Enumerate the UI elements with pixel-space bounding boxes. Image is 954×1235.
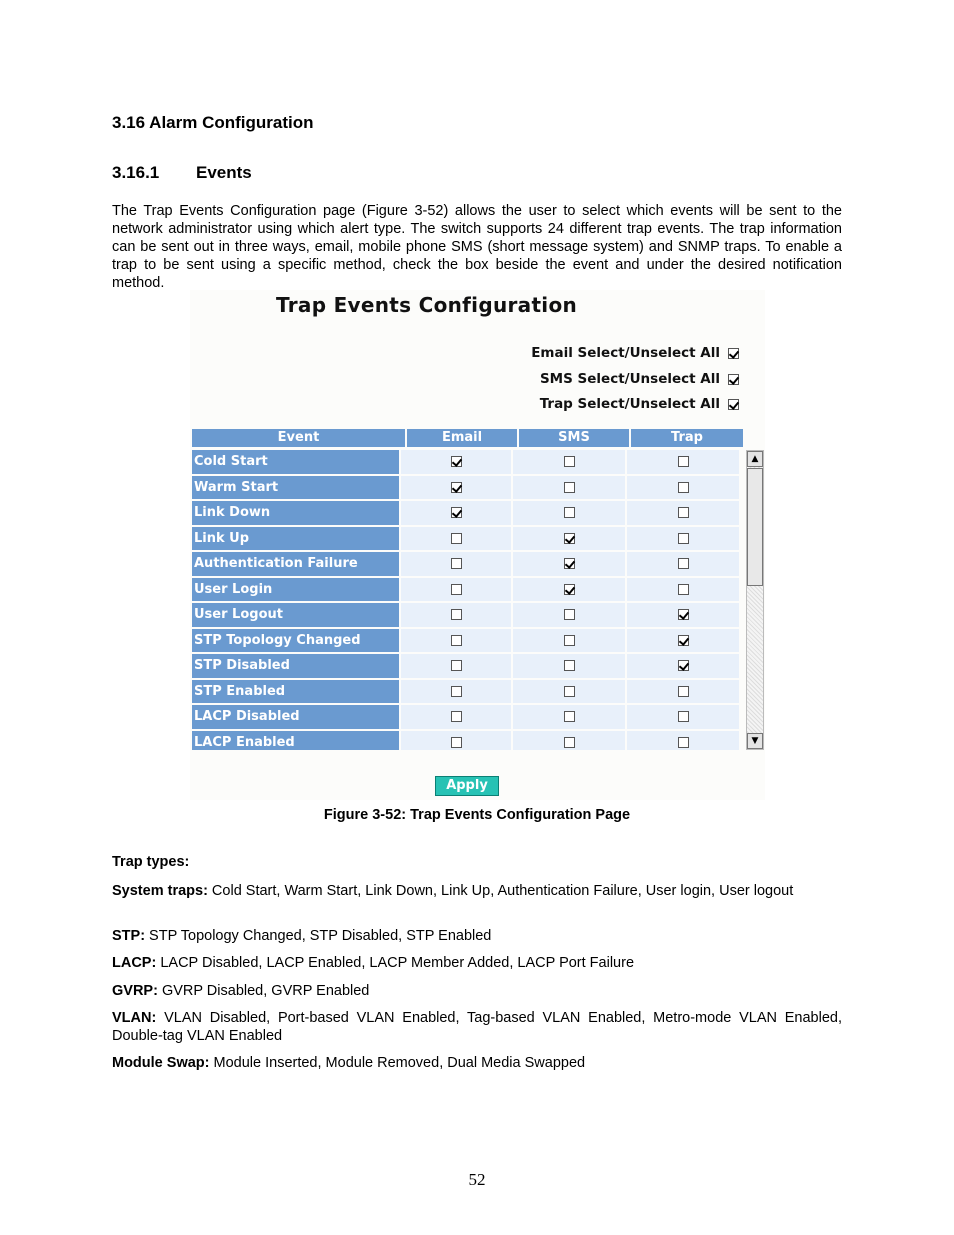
trap-type-text: Cold Start, Warm Start, Link Down, Link Up, Authentication Failure, User login, User logout [207,883,794,899]
subsection-title: Events [196,163,252,182]
email-checkbox[interactable] [451,635,462,646]
trap-cell [627,680,739,704]
sms-checkbox[interactable] [564,609,575,620]
sms-checkbox[interactable] [564,660,575,671]
table-row [192,527,743,551]
table-row [192,680,743,704]
trap-select-all-checkbox[interactable] [728,399,739,410]
trap-select-all-label: Trap Select/Unselect All [539,396,720,412]
sms-checkbox[interactable] [564,635,575,646]
trap-checkbox[interactable] [678,533,689,544]
trap-type-label: VLAN: [112,1010,157,1026]
email-cell [401,629,511,653]
email-cell [401,501,511,525]
trap-select-all [540,396,739,412]
trap-checkbox[interactable] [678,482,689,493]
section-heading: 3.16 Alarm Configuration [112,113,314,132]
apply-button[interactable]: Apply [435,776,499,796]
intro-paragraph: The Trap Events Configuration page (Figure 3-52) allows the user to select which events will be sent to the network administrator using which alert type. The switch supports 24 different trap events. The trap information can be sent out in three ways, email, mobile phone SMS (short message system) and SNMP traps. To enable a trap to be sent using a specific method, check the box beside the event and under the desired notification method. [112,203,842,291]
events-table-body [192,450,743,750]
email-checkbox[interactable] [451,686,462,697]
table-row [192,578,743,602]
trap-types-heading: Trap types: [112,854,190,870]
trap-checkbox[interactable] [678,456,689,467]
trap-type-text: STP Topology Changed, STP Disabled, STP Enabled [145,928,492,944]
sms-checkbox[interactable] [564,711,575,722]
trap-type-system [112,882,842,900]
trap-cell [627,552,739,576]
sms-select-all-label: SMS Select/Unselect All [539,371,720,387]
trap-checkbox[interactable] [678,507,689,518]
table-row [192,476,743,500]
sms-cell [513,603,625,627]
trap-type-module-swap [112,1054,842,1072]
event-name: LACP Disabled [192,705,399,729]
trap-type-lacp [112,954,842,972]
col-event: Event [192,429,405,447]
event-name: STP Topology Changed [192,629,399,653]
email-checkbox[interactable] [451,660,462,671]
sms-cell [513,680,625,704]
email-cell [401,603,511,627]
event-name: STP Disabled [192,654,399,678]
trap-checkbox[interactable] [678,635,689,646]
table-row [192,603,743,627]
trap-type-label: Module Swap: [112,1055,210,1071]
trap-checkbox[interactable] [678,584,689,595]
table-row [192,450,743,474]
scroll-thumb[interactable] [747,468,763,586]
trap-type-vlan [112,1009,842,1045]
table-row [192,501,743,525]
table-row [192,731,743,751]
trap-type-gvrp [112,982,842,1000]
trap-cell [627,476,739,500]
event-name: User Logout [192,603,399,627]
trap-type-label: STP: [112,928,146,944]
trap-type-text: GVRP Disabled, GVRP Enabled [157,983,370,999]
trap-checkbox[interactable] [678,558,689,569]
email-checkbox[interactable] [451,482,462,493]
sms-cell [513,501,625,525]
email-checkbox[interactable] [451,507,462,518]
trap-checkbox[interactable] [678,660,689,671]
subsection-number: 3.16.1 [112,163,160,182]
trap-type-label: LACP: [112,955,157,971]
event-name: Cold Start [192,450,399,474]
email-cell [401,527,511,551]
sms-checkbox[interactable] [564,584,575,595]
email-checkbox[interactable] [451,609,462,620]
sms-cell [513,731,625,751]
figure-caption: Figure 3-52: Trap Events Configuration Page [323,807,631,823]
trap-cell [627,731,739,751]
event-name: Link Up [192,527,399,551]
trap-cell [627,629,739,653]
trap-checkbox[interactable] [678,609,689,620]
sms-cell [513,527,625,551]
email-cell [401,476,511,500]
email-cell [401,450,511,474]
email-checkbox[interactable] [451,533,462,544]
figure-title: Trap Events Configuration [276,293,578,317]
email-cell [401,654,511,678]
trap-checkbox[interactable] [678,737,689,748]
table-row [192,705,743,729]
event-name: LACP Enabled [192,731,399,751]
table-row [192,629,743,653]
table-row [192,552,743,576]
event-name: Link Down [192,501,399,525]
trap-type-text: Module Inserted, Module Removed, Dual Media Swapped [209,1055,586,1071]
sms-select-all [540,371,739,387]
subsection-heading [112,163,252,183]
email-checkbox[interactable] [451,456,462,467]
email-select-all [531,345,739,361]
trap-cell [627,450,739,474]
trap-checkbox[interactable] [678,686,689,697]
sms-cell [513,629,625,653]
email-cell [401,680,511,704]
sms-cell [513,552,625,576]
email-checkbox[interactable] [451,558,462,569]
sms-checkbox[interactable] [564,558,575,569]
trap-type-stp [112,927,842,945]
email-select-all-label: Email Select/Unselect All [531,345,720,361]
email-select-all-checkbox[interactable] [728,348,739,359]
email-checkbox[interactable] [451,584,462,595]
col-sms: SMS [519,429,629,447]
trap-type-text: VLAN Disabled, Port-based VLAN Enabled, Tag-based VLAN Enabled, Metro-mode VLAN Enabled, Double-tag VLAN Enabled [112,1010,842,1044]
table-scrollbar[interactable] [746,450,764,750]
event-name: User Login [192,578,399,602]
trap-checkbox[interactable] [678,711,689,722]
trap-cell [627,501,739,525]
email-cell [401,731,511,751]
sms-select-all-checkbox[interactable] [728,374,739,385]
trap-cell [627,654,739,678]
scroll-down-icon[interactable]: ▼ [747,733,763,749]
email-checkbox[interactable] [451,737,462,748]
trap-cell [627,527,739,551]
email-checkbox[interactable] [451,711,462,722]
sms-cell [513,476,625,500]
sms-cell [513,705,625,729]
sms-cell [513,578,625,602]
trap-cell [627,705,739,729]
trap-type-label: GVRP: [112,983,158,999]
event-name: Warm Start [192,476,399,500]
events-table-header [192,429,743,447]
sms-checkbox[interactable] [564,482,575,493]
email-cell [401,578,511,602]
trap-type-label: System traps: [112,883,208,899]
sms-checkbox[interactable] [564,737,575,748]
page-number: 52 [468,1170,486,1189]
trap-events-figure [190,290,765,800]
col-trap: Trap [631,429,743,447]
sms-cell [513,654,625,678]
trap-type-text: LACP Disabled, LACP Enabled, LACP Member Added, LACP Port Failure [156,955,635,971]
scroll-up-icon[interactable]: ▲ [747,451,763,467]
event-name: Authentication Failure [192,552,399,576]
sms-checkbox[interactable] [564,686,575,697]
trap-cell [627,578,739,602]
table-row [192,654,743,678]
sms-cell [513,450,625,474]
event-name: STP Enabled [192,680,399,704]
email-cell [401,552,511,576]
email-cell [401,705,511,729]
trap-cell [627,603,739,627]
col-email: Email [407,429,517,447]
sms-checkbox[interactable] [564,507,575,518]
sms-checkbox[interactable] [564,533,575,544]
sms-checkbox[interactable] [564,456,575,467]
